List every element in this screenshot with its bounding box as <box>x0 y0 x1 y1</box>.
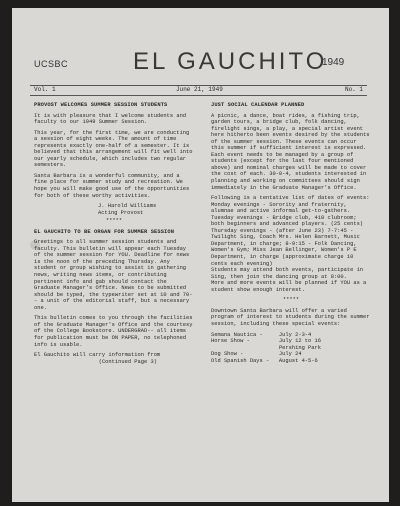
article-paragraph: It is with pleasure that I welcome students and faculty to our 1949 Summer Session. <box>34 112 190 126</box>
newsletter-title: EL GAUCHITO <box>133 48 328 75</box>
section-separator: ***** <box>105 218 123 225</box>
article-headline: PROVOST WELCOMES SUMMER SESSION STUDENTS <box>34 102 168 108</box>
article-paragraph: This bulletin comes to you through the facilities of the Graduate Manager's Office and the courtesy of the College Bookstore. UNDERGRAD-- all items for publication must be ON PAPER, no telephoned info is usable. <box>34 315 196 348</box>
article-paragraph: Following is a tentative list of dates of events: Monday evenings - Sorority and fraternity, alumnae and active informal get-to-gathers. Tuesday evenings - Bridge club, 418 clubroom; both beginners and advanced players. (25 cents) Thursday evenings - (after June 23) 7-7:45 - Twilight Sing, Coach Mrs. Helen Barnett, Music Department, in charge; 8-9:15 - Folk Dancing, Women's Gym; Miss Jean Bellinger, Women's P E Department, in charge (approximate charge 10 cents each evening) Students may attend both events, participate in Sing, then join the dancing group at 8:00. More and more events will be planned if YOU as a student show enough interest. <box>211 195 370 293</box>
masthead <box>12 48 389 84</box>
right-column <box>211 102 371 368</box>
article-paragraph: Downtown Santa Barbara will offer a varied program of interest to students during the summer session, including these special events: <box>211 307 373 327</box>
left-column <box>34 102 194 369</box>
publisher-label: UCSBC <box>34 59 69 69</box>
issue-number: No. 1 <box>344 86 363 93</box>
article-paragraph: This year, for the first time, we are conducting a session of eight weeks. The amount of time represents exactly one-half of a semester. It is believed that this arrangement will fit well into our yearly schedule, which includes two regular semesters. <box>34 129 196 169</box>
article-paragraph: Semana Nautica - July 2-3-4 Horse Show - July 12 to 16 Pershing Park Dog Show - July 24 Old Spanish Days - August 4-5-6 <box>211 331 321 364</box>
article-headline: EL GAUCHITO TO BE ORGAN FOR SUMMER SESSION <box>34 228 175 235</box>
newsletter-page <box>12 8 389 502</box>
article-paragraph: Santa Barbara is a wonderful community, and a fine place for summer study and recreation. We hope you will make good use of the opportunities for both of these worthy activities. <box>34 172 193 199</box>
article-headline: JUST SOCIAL CALENDAR PLANNED <box>211 102 305 108</box>
bottom-rule <box>30 95 367 96</box>
signature-block: J. Harold Williams Acting Provost <box>98 203 157 216</box>
article-paragraph: Greetings to all summer session students and faculty. This bulletin will appear each Tuesday of the summer session for YOU. Deadline for news is the noon of the preceding Thursday. Any student or group wishing to assist in gathering news, writing news items, or contributing pertinent info and gab should contact the Graduate Manager's Office. News to be submitted should be typed, the typewriter set at 10 and 70-- a unit of the editorial staff, but a necessary one. <box>34 239 193 311</box>
section-separator: ***** <box>282 297 300 304</box>
volume-label: Vol. 1 <box>34 86 56 93</box>
article-paragraph: El Gauchito will carry information from (Continued Page 3) <box>34 352 161 365</box>
article-paragraph: A picnic, a dance, boat rides, a fishing trip, garden tours, a bridge club, folk dancing, firelight sings, a play, a special artist event here hitherto been events desired by the students of the summer session. These events can occur this summer if sufficient interest is expressed. Each event needs to be managed by a group of students (except for the last four mentioned above) and nominal charges will be made to cover the cost of each. 30-0-4, students interested in planning and working on committees should sign immediately in the Graduate Manager's Office. <box>211 112 373 191</box>
masthead-year: 1949 <box>322 57 345 68</box>
issue-date: June 21, 1949 <box>176 86 223 93</box>
